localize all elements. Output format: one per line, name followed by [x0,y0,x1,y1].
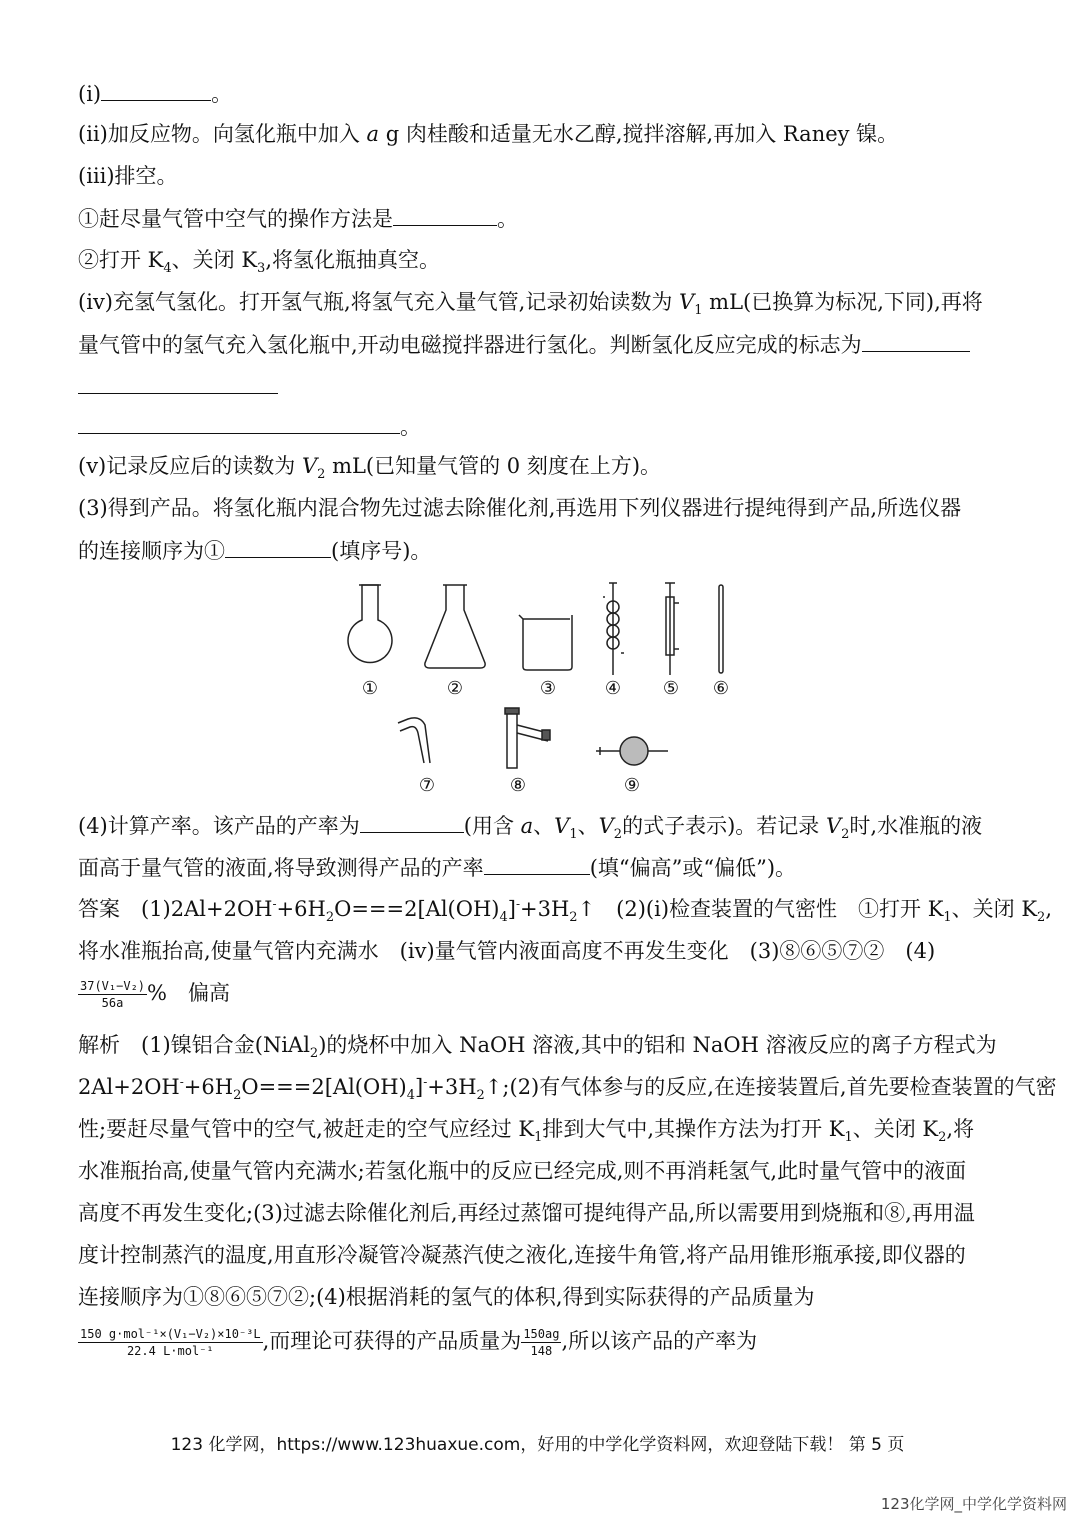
thermometer-icon [719,585,723,673]
answer-line-3: $\frac{\text{37(V₁−V₂)}}{56a}$ % 偏高 [80,979,230,1010]
analysis-line-2: $2Al+2OH^-+6H_2O===2[Al(OH)_4]^-+3H_2↑;(2)$有气体参与的反应,在连接装置后,首先要检查装置的气密 [78,1075,1057,1104]
page-footer: 123 化学网，https://www.123huaxue.com，好用的中学化学资料网，欢迎登陆下载！ 第 5 页 [170,1435,905,1455]
line-blank [78,371,278,402]
label-1: ① [361,678,379,699]
straight-condenser-icon [665,583,679,675]
answer-blank [225,535,331,558]
line-q4: (4)计算产率。该产品的产率为 (用含 a、$V_1$、$V_2$的式子表示)。若记录 $V_2$时,水准瓶的液 [78,810,982,841]
theoretical-mass-fraction: $\frac{150ag}{148}$ [523,1327,560,1358]
answer-blank [101,78,211,101]
distillation-head-icon [505,708,550,768]
label-5: ⑤ [662,678,680,699]
line-q3-2: 的连接顺序为① (填序号)。 [78,535,431,566]
line-iv: (ⅳ)充氢气氢化。打开氢气瓶,将氢气充入量气管,记录初始读数为 $V_1$ mL(已换算为标况,下同),再将 [78,290,983,319]
line-blank-2: 。 [78,411,421,442]
round-bottom-flask-icon [348,585,392,662]
label-2: ② [446,678,464,699]
answer-blank [862,329,970,352]
answer-blank [484,852,590,875]
line-v: (ⅴ)记录反应后的读数为 $V_2$ mL(已知量气管的 0 刻度在上方)。 [78,454,662,483]
answer-blank [78,411,400,434]
analysis-line-7: 连接顺序为①⑧⑥⑤⑦②;(4)根据消耗的氢气的体积,得到实际获得的产品质量为 [78,1285,815,1309]
bulb-condenser-icon [603,583,624,675]
analysis-line-6: 度计控制蒸汽的温度,用直形冷凝管冷凝蒸汽使之液化,连接牛角管,将产品用锥形瓶承接,即仪器的 [78,1243,966,1267]
analysis-line-8: $\frac{\text{150 g·mol⁻¹×(V₁−V₂)×10⁻³L}}{\text{22.4 L·mol⁻¹}}$ ,而理论可获得的产品质量为 $\frac{150ag}{148}$ ,所以该产品的产率为 [80,1327,758,1358]
line-c1: ①赶尽量气管中空气的操作方法是 。 [78,203,518,234]
line-i: (ⅰ) 。 [78,78,232,109]
answer-line-2: 将水准瓶抬高,使量气管内充满水 (ⅳ)量气管内液面高度不再发生变化 (3)⑧⑥⑤⑦② (4) [78,939,936,963]
mass-fraction: $\frac{\text{150 g·mol⁻¹×(V₁−V₂)×10⁻³L}}{\text{22.4 L·mol⁻¹}}$ [80,1327,261,1358]
answer-blank [393,203,497,226]
line-c2: ②打开 $K_4$、关闭 $K_3$,将氢化瓶抽真空。 [78,248,440,277]
beaker-icon [519,615,572,670]
conical-flask-icon [425,585,485,668]
watermark: 123化学网_中学化学资料网 [880,1495,1067,1513]
label-3: ③ [539,678,557,699]
analysis-line-3: 性;要赶尽量气管中的空气,被赶走的空气应经过 $K_1$排到大气中,其操作方法为打开 $K_1$、关闭 $K_2$,将 [78,1117,975,1146]
adapter-tube-icon [398,718,430,763]
answer-line-1: 答案 $(1)2Al+2OH^-+6H_2O===2[Al(OH)_4]^-+3H_2↑$ (2)(ⅰ)检查装置的气密性 ①打开 $K_1$、关闭 $K_2$, [78,897,1053,926]
answer-blank [78,371,278,394]
analysis-line-4: 水准瓶抬高,使量气管内充满水;若氢化瓶中的反应已经完成,则不再消耗氢气,此时量气管中的液面 [78,1159,967,1183]
line-q3: (3)得到产品。将氢化瓶内混合物先过滤去除催化剂,再选用下列仪器进行提纯得到产品,所选仪器 [78,496,962,520]
line-iv-2: 量气管中的氢气充入氢化瓶中,开动电磁搅拌器进行氢化。判断氢化反应完成的标志为 [78,329,970,360]
label-6: ⑥ [712,678,730,699]
drying-tube-icon [596,737,668,765]
yield-fraction: $\frac{\text{37(V₁−V₂)}}{56a}$ [80,979,146,1010]
line-q4-2: 面高于量气管的液面,将导致测得产品的产率 (填“偏高”或“偏低”)。 [78,852,796,883]
analysis-line-5: 高度不再发生变化;(3)过滤去除催化剂后,再经过蒸馏可提纯得产品,所以需要用到烧瓶和⑧,再用温 [78,1201,975,1225]
label-8: ⑧ [509,775,527,796]
line-iii: (ⅲ)排空。 [78,164,178,188]
label-4: ④ [604,678,622,699]
label-7: ⑦ [418,775,436,796]
line-ii: (ⅱ)加反应物。向氢化瓶中加入 a g 肉桂酸和适量无水乙醇,搅拌溶解,再加入 Raney 镍。 [78,122,899,146]
analysis-line-1: 解析 (1)镍铝合金(NiAl$_2$)的烧杯中加入 NaOH 溶液,其中的铝和 NaOH 溶液反应的离子方程式为 [78,1033,997,1062]
answer-blank [360,810,464,833]
label-9: ⑨ [623,775,641,796]
